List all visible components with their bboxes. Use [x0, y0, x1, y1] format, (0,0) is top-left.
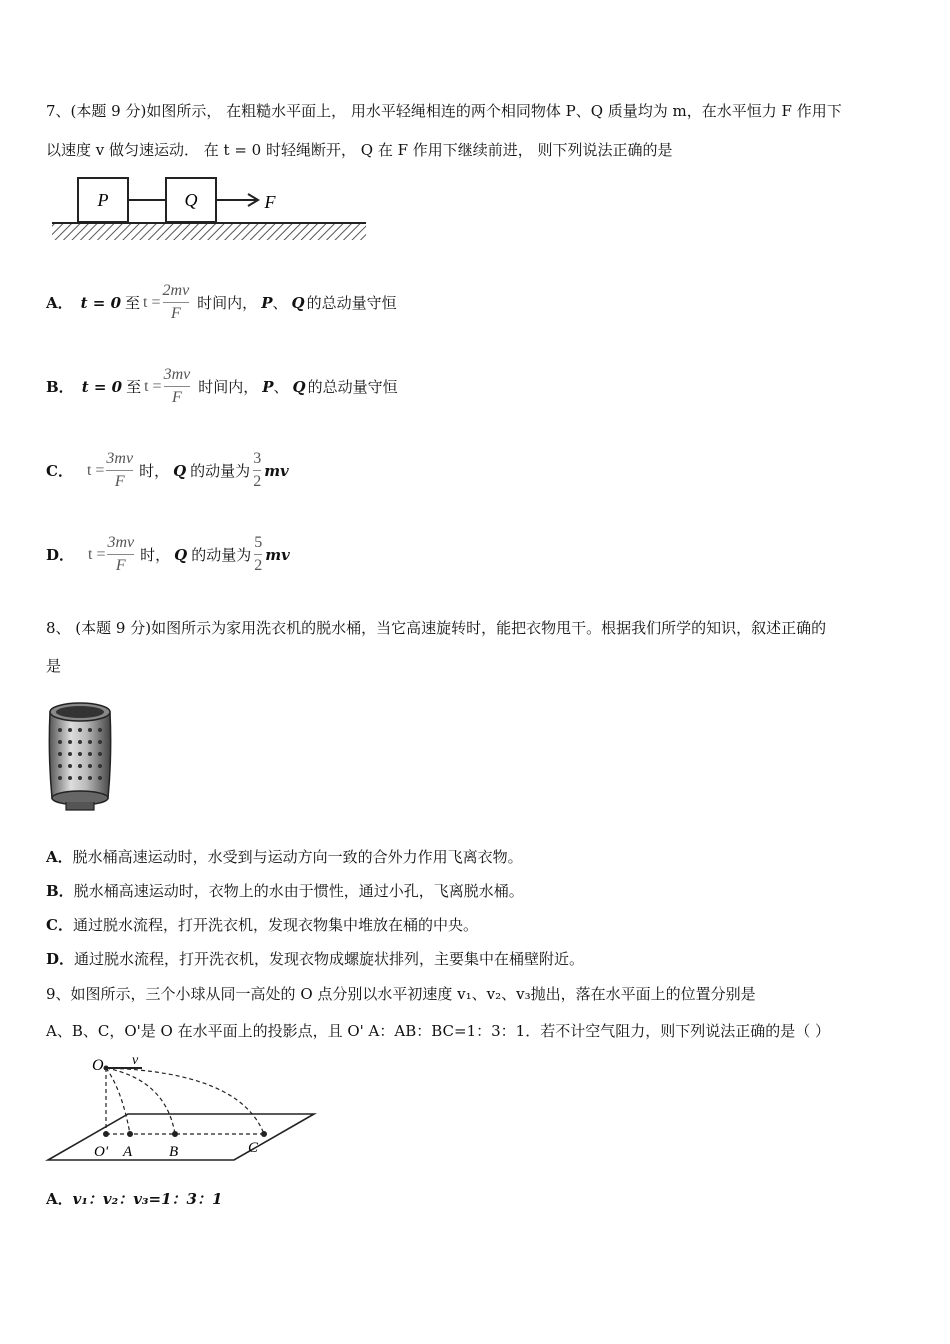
- option-c-label: C．: [46, 462, 73, 480]
- q8-option-c[interactable]: C．通过脱水流程，打开洗衣机，发现衣物集中堆放在桶的中央。: [46, 916, 478, 934]
- point-a: [127, 1131, 133, 1137]
- drum-opening: [56, 706, 104, 718]
- q8-option-d[interactable]: D．通过脱水流程，打开洗衣机，发现衣物成螺旋状排列，主要集中在桶壁附近。: [46, 950, 585, 968]
- option-d-coefficient: 5 2: [254, 534, 263, 574]
- q7-figure-blocks: [48, 170, 370, 246]
- q9-text-line2: A、B、C，O'是 O 在水平面上的投影点，且 O' A：AB：BC=1：3：1．若不计空气阻力，则下列说法正确的是（ ）: [46, 1022, 830, 1040]
- q8-figure-spin-drum: [44, 698, 116, 814]
- option-c-coefficient: 3 2: [253, 450, 262, 490]
- option-c-fraction: $\frac{3mv}{F}$: [106, 450, 134, 490]
- option-a-teq: t =: [143, 293, 161, 311]
- q8-option-b[interactable]: B．脱水桶高速运动时，衣物上的水由于惯性，通过小孔，飞离脱水桶。: [46, 882, 524, 900]
- label-b: B: [169, 1144, 179, 1160]
- point-o: [104, 1066, 109, 1071]
- q7-option-c[interactable]: C． t = $\frac{3mv}{F}$ 时， Q 的动量为 3 2 mv: [46, 450, 289, 490]
- label-c: C: [248, 1140, 259, 1156]
- option-a-to: 至: [125, 294, 141, 312]
- ground-hatch: [52, 224, 366, 240]
- option-d-fraction: $\frac{3mv}{F}$: [107, 534, 135, 574]
- point-o-prime: [103, 1131, 109, 1137]
- q7-option-d[interactable]: D． t = $\frac{3mv}{F}$ 时， Q 的动量为 5 2 mv: [46, 534, 290, 574]
- point-c: [261, 1131, 267, 1137]
- q9-option-a[interactable]: A．v₁：v₂：v₃=1：3：1: [46, 1190, 223, 1208]
- q9-text-line1: 9、如图所示，三个小球从同一高处的 O 点分别以水平初速度 v₁、v₂、v₃抛出，落在水平面上的位置分别是: [46, 985, 756, 1003]
- option-b-label: B．: [46, 378, 74, 396]
- option-a-label: A．: [46, 294, 73, 312]
- label-o-prime: O': [94, 1144, 109, 1160]
- option-a-t0: t = 0: [80, 293, 122, 312]
- ground-plane: [48, 1114, 314, 1160]
- trajectory-b: [106, 1068, 175, 1134]
- option-a-tail: 的总动量守恒: [306, 294, 397, 312]
- q7-option-b[interactable]: B． t = 0 至 t = $\frac{3mv}{F}$ 时间内， P 、 Q 的总动量守恒: [46, 366, 398, 406]
- q7-text-line1: 7、(本题 9 分)如图所示， 在粗糙水平面上， 用水平轻绳相连的两个相同物体 P、Q 质量均为 m，在水平恒力 F 作用下: [46, 102, 842, 120]
- q8-text-line2: 是: [46, 657, 62, 675]
- point-b: [172, 1131, 178, 1137]
- q8-option-a[interactable]: A．脱水桶高速运动时，水受到与运动方向一致的合外力作用飞离衣物。: [46, 848, 523, 866]
- block-q-label: Q: [184, 190, 198, 210]
- label-v: v: [132, 1053, 139, 1068]
- block-p-label: P: [97, 190, 109, 210]
- option-b-fraction: $\frac{3mv}{F}$: [163, 366, 191, 406]
- trajectory-c: [106, 1068, 264, 1134]
- option-d-label: D．: [46, 546, 75, 564]
- force-label: F: [264, 192, 276, 212]
- q8-text-line1: 8、 (本题 9 分)如图所示为家用洗衣机的脱水桶，当它高速旋转时，能把衣物甩干。根据我们所学的知识，叙述正确的: [46, 619, 827, 637]
- option-a-post: 时间内，: [197, 294, 258, 312]
- option-a-fraction: $\frac{2mv}{F}$: [162, 282, 190, 322]
- q9-figure-projectiles: [44, 1050, 318, 1164]
- drum-foot: [66, 802, 94, 810]
- label-o: O: [92, 1057, 104, 1074]
- label-a: A: [123, 1144, 133, 1160]
- q7-text-line2: 以速度 v 做匀速运动． 在 t = 0 时轻绳断开， Q 在 F 作用下继续前进， 则下列说法正确的是: [46, 141, 673, 159]
- q7-option-a[interactable]: A． t = 0 至 t = $\frac{2mv}{F}$ 时间内， P 、 Q 的总动量守恒: [46, 282, 397, 322]
